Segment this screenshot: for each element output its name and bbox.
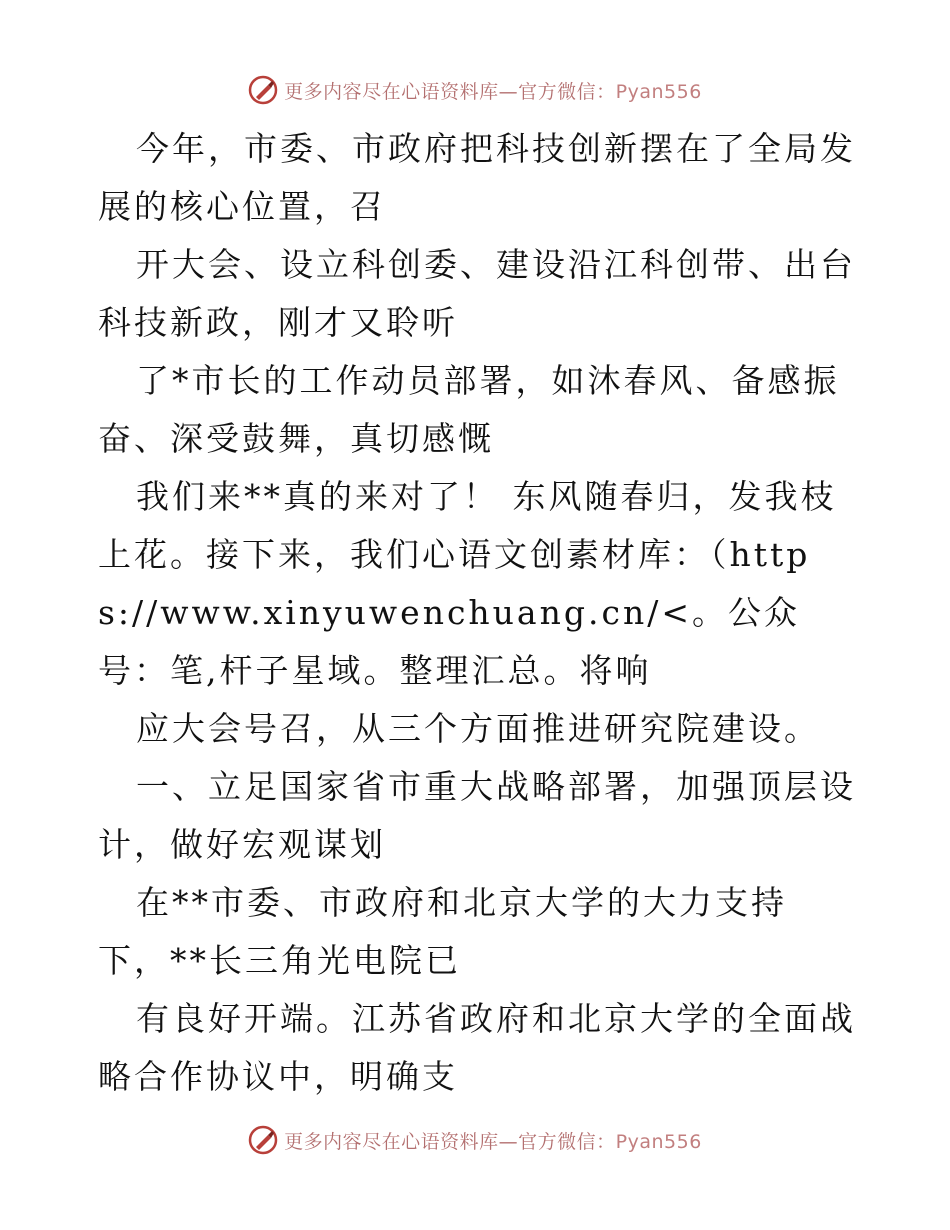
paragraph: 在**市委、市政府和北京大学的大力支持下，**长三角光电院已 xyxy=(98,883,787,980)
footer-watermark xyxy=(0,1120,950,1160)
pen-logo-icon xyxy=(248,1125,278,1155)
paragraph: 我们来**真的来对了！ 东风随春归，发我枝上花。接下来，我们心语文创素材库：（https://www.xinyuwenchuang.cn/<。公众号：笔,杆子星域。整理汇总。将响 xyxy=(98,477,837,690)
header-watermark-text: 更多内容尽在心语资料库—官方微信：Pyan556 xyxy=(284,80,702,103)
footer-watermark-text: 更多内容尽在心语资料库—官方微信：Pyan556 xyxy=(284,1130,702,1153)
footer-wechat-id: Pyan556 xyxy=(615,1130,702,1153)
pen-logo-icon xyxy=(248,75,278,105)
paragraph: 开大会、设立科创委、建设沿江科创带、出台科技新政，刚才又聆听 xyxy=(98,245,856,342)
paragraph: 有良好开端。江苏省政府和北京大学的全面战略合作协议中，明确支 xyxy=(98,999,856,1096)
paragraph: 了*市长的工作动员部署，如沐春风、备感振奋、深受鼓舞，真切感慨 xyxy=(98,361,840,458)
header-watermark xyxy=(0,70,950,110)
paragraph: 应大会号召，从三个方面推进研究院建设。 xyxy=(136,709,820,748)
document-body xyxy=(98,120,858,1106)
paragraph: 一、立足国家省市重大战略部署，加强顶层设计，做好宏观谋划 xyxy=(98,767,856,864)
paragraph: 今年，市委、市政府把科技创新摆在了全局发展的核心位置，召 xyxy=(98,129,856,226)
header-wechat-id: Pyan556 xyxy=(615,80,702,103)
